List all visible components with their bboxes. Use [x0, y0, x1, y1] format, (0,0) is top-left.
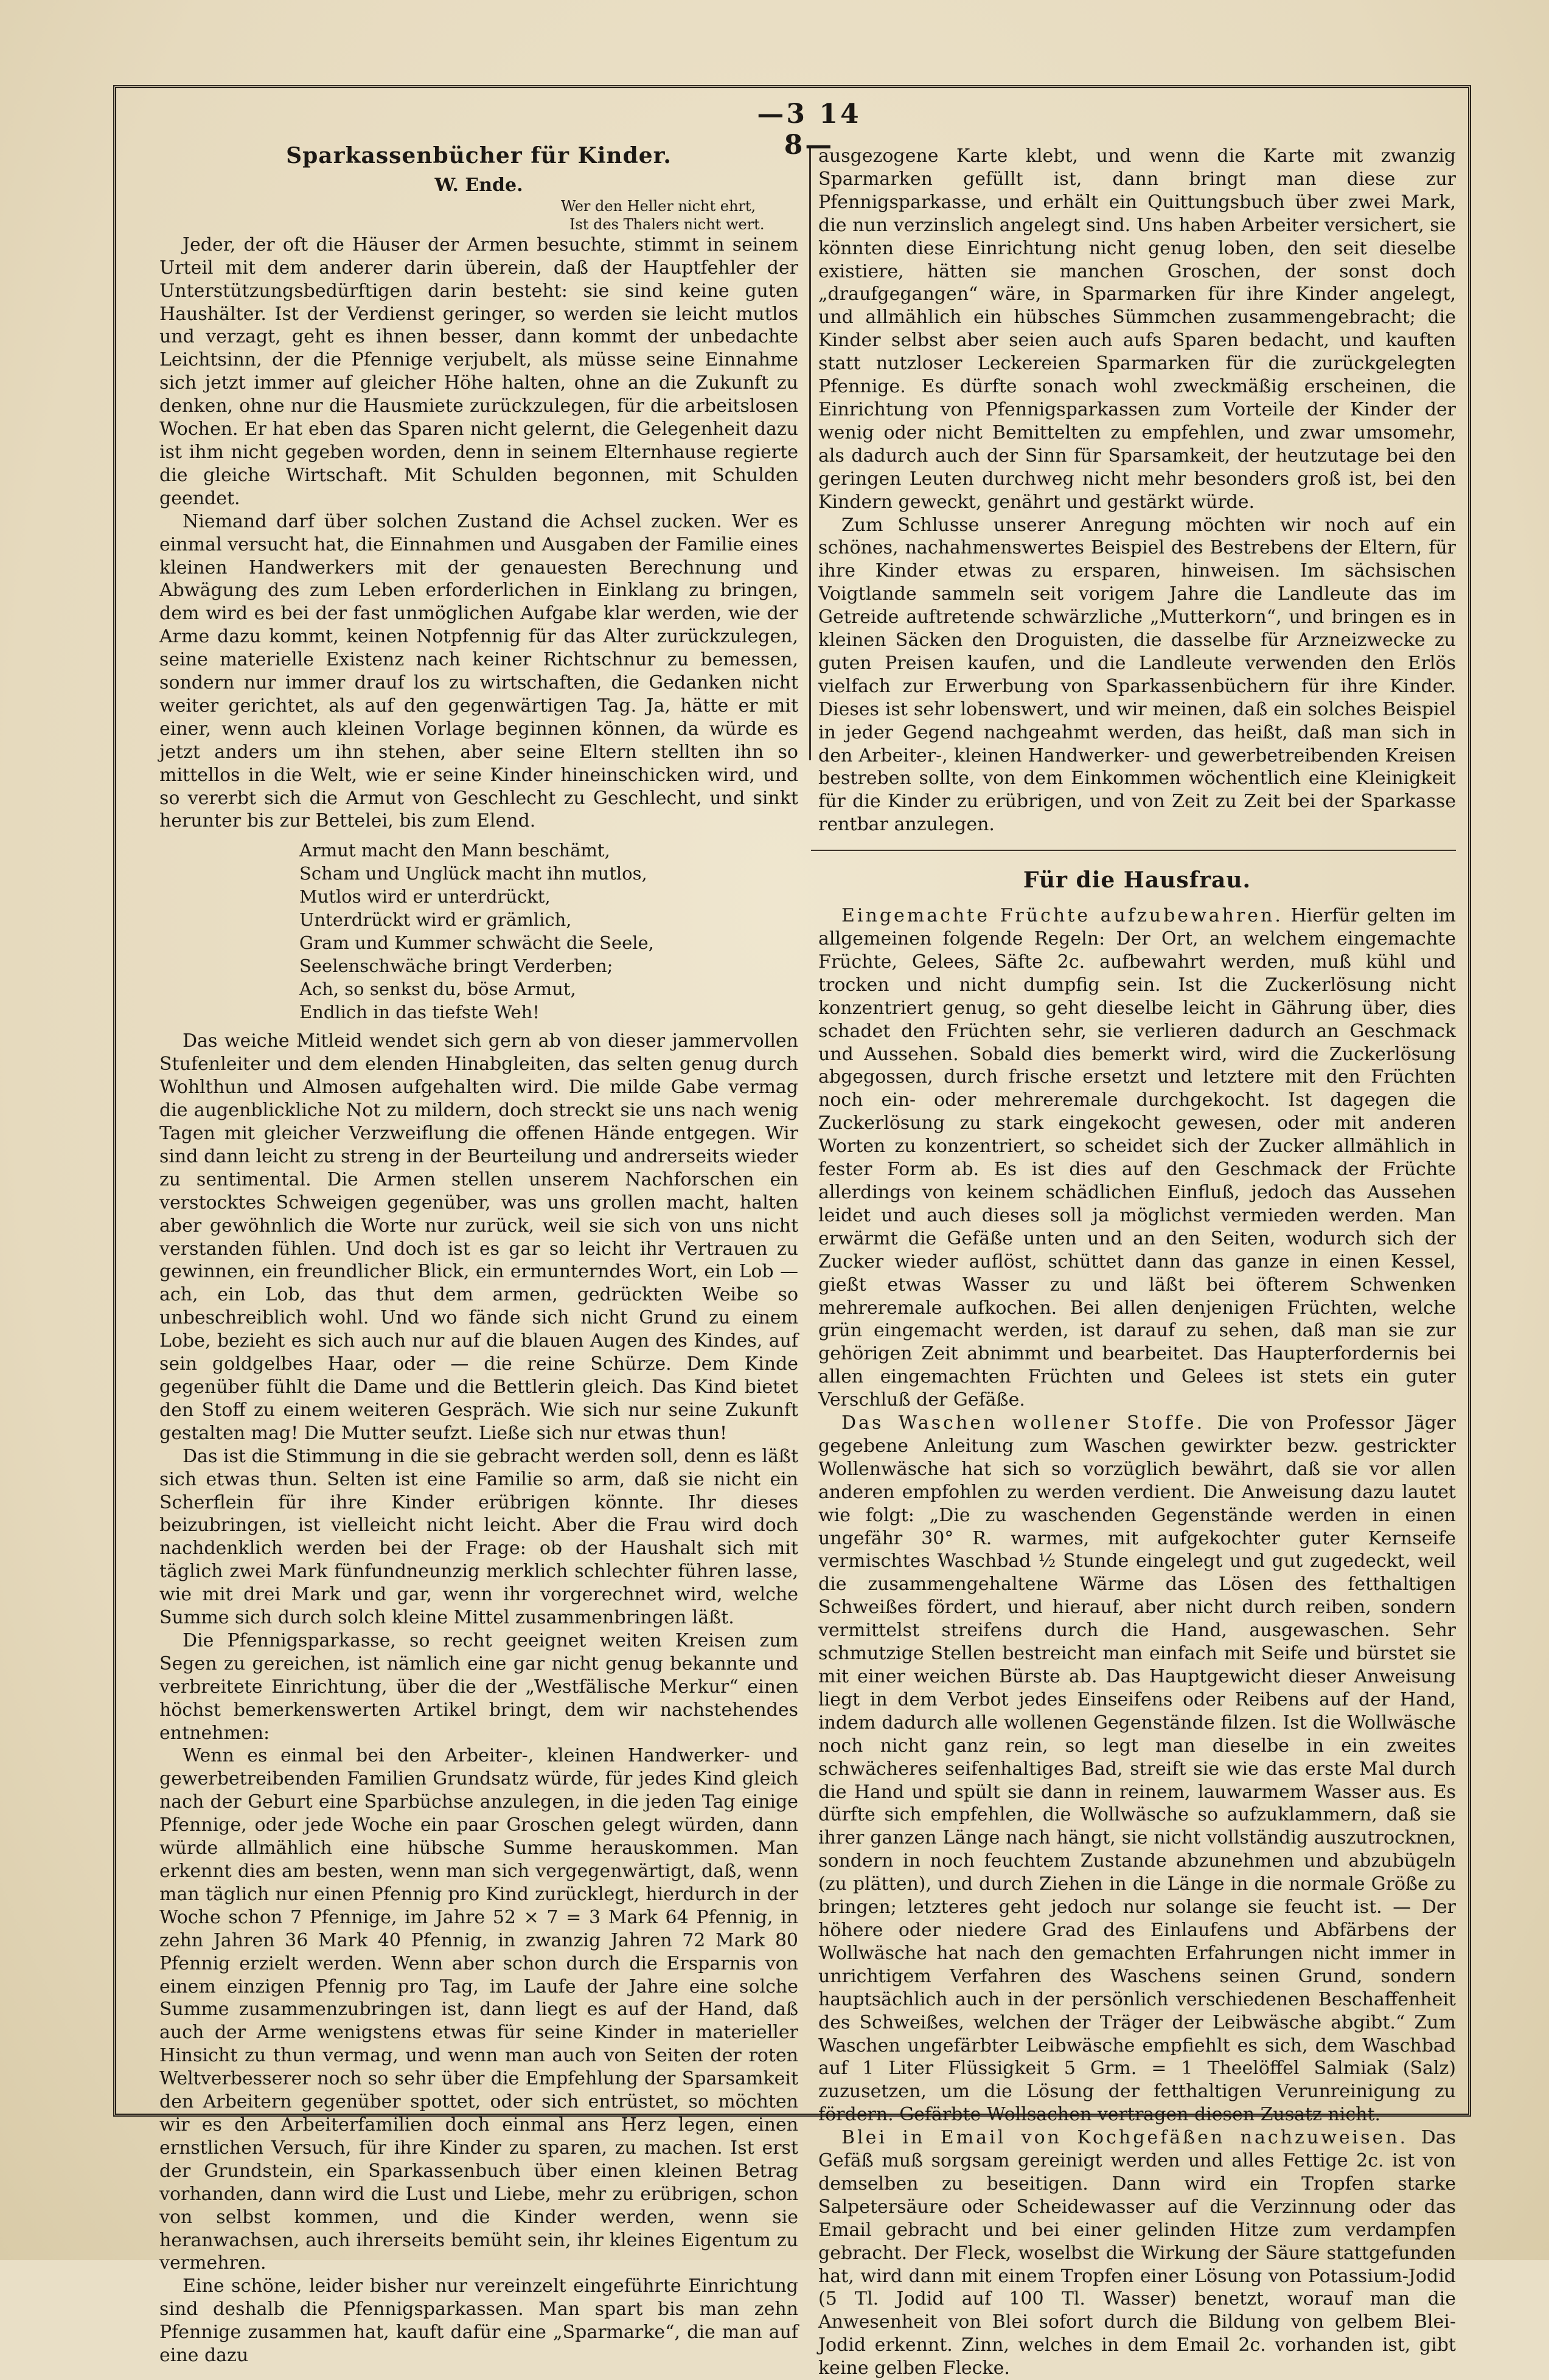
poem-line: Ach, so senkst du, böse Armut, [299, 979, 576, 1000]
poem-line: Seelenschwäche bringt Verderben; [299, 956, 613, 977]
recipe-text: Die von Professor Jäger gegebene Anleitung zum Waschen gewirkter bezw. gestrickter Wollenwäsche hat sich so vorzüglich bewährt, daß sie vor allen anderen empfohlen zu werden verdient. Die Anweisung dazu lautet wie folgt: „Die zu waschenden Gegenstände werden in einen ungefähr 30° R. warmes, mit aufgekochter guter Kernseife vermischtes Waschbad ½ Stunde eingelegt und gut zugedeckt, weil die zusammengehaltene Wärme das Lösen des fetthaltigen Schweißes fördert, und hierauf, aber nicht durch reiben, sondern vermittelst streifens durch die Hand, ausgewaschen. Sehr schmutzige Stellen bestreicht man einfach mit Seife und bürstet sie mit einer weichen Bürste ab. Das Hauptgewicht dieser Anweisung liegt in dem Verbot jedes Einseifens oder Reibens auf der Hand, indem dadurch alle wollenen Gegenstände filzen. Ist die Wollwäsche noch nicht ganz rein, so legt man dieselbe in ein zweites schwächeres seifenhaltiges Bad, streift sie wie das erste Mal durch die Hand und spült sie dann in reinem, lauwarmem Wasser aus. Es dürfte sich empfehlen, die Wollwäsche so aufzuklammern, daß sie ihrer ganzen Länge nach hängt, sie nicht vollständig auszutrocknen, sondern in noch feuchtem Zustande abzunehmen und abzubügeln (zu plätten), und durch Ziehen in die Länge in die normale Größe zu bringen; letzteres geht jedoch nur solange sie feucht ist. — Der höhere oder niedere Grad des Einlaufens und Abfärbens der Wollwäsche hat nach den gemachten Erfahrungen nicht immer in unrichtigem Verfahren des Waschens seinen Grund, sondern hauptsächlich auch in der persönlich verschiedenen Beschaffenheit des Schweißes, welchen der Träger der Leibwäsche abgibt.“ Zum Waschen ungefärbter Leibwäsche empfiehlt es sich, dem Waschbad auf 1 Liter Flüssigkeit 5 Grm. = 1 Theelöffel Salmiak (Salz) zuzusetzen, um die Lösung der fetthaltigen Verunreinigung zu fördern. Gefärbte Wollsachen vertragen diesen Zusatz nicht. [818, 1412, 1456, 2126]
section-divider [811, 850, 1456, 851]
article-title: Sparkassenbücher für Kinder. [286, 143, 672, 168]
recipe-paragraph [818, 2126, 1456, 2380]
paragraph: Zum Schlusse unserer Anregung möchten wir noch auf ein schönes, nachahmenswertes Beispiel des Bestrebens der Eltern, für ihre Kinder etwas zu ersparen, hinweisen. Im sächsischen Voigtlande sammeln seit vorigem Jahre die Landleute das im Getreide auftretende schwärzliche „Mutterkorn“, und bringen es in kleinen Säcken den Droguisten, die dasselbe für Arzneizwecke zu guten Preisen kaufen, und die Landleute verwenden den Erlös vielfach zur Erwerbung von Sparkassenbüchern für ihre Kinder. Dieses ist sehr lobenswert, und wir meinen, daß ein solches Beispiel in jeder Gegend nachgeahmt werden, das heißt, daß man sich in den Arbeiter-, kleinen Handwerker- und gewerbetreibenden Kreisen bestreben sollte, von dem Einkommen wöchentlich eine Kleinigkeit für die Kinder zu erübrigen, und von Zeit zu Zeit bei der Sparkasse rentbar anzulegen. [818, 514, 1456, 836]
recipe-lead: Das Waschen wollener Stoffe. [841, 1412, 1205, 1434]
poem-line: Mutlos wird er unterdrückt, [299, 886, 551, 907]
poem-line: Scham und Unglück macht ihn mutlos, [299, 863, 647, 884]
recipe-text: Hierfür gelten im allgemeinen folgende Regeln: Der Ort, an welchem eingemachte Früchte, Gelees, Säfte 2c. aufbewahrt werden, muß kühl und trocken und nicht dumpfig sein. Ist die Zuckerlösung nicht konzentriert genug, so geht dieselbe leicht in Gährung über, dies schadet den Früchten sehr, sie verlieren dadurch an Geschmack und Aussehen. Sobald dies bemerkt wird, wird die Zuckerlösung abgegossen, durch frische ersetzt und letztere mit den Früchten noch ein- oder mehreremale durchgekocht. Ist dagegen die Zuckerlösung zu stark eingekocht gewesen, oder mit anderen Worten zu konzentriert, so scheidet sich der Zucker allmählich in fester Form ab. Es ist dies auf den Geschmack der Früchte allerdings von keinem schädlichen Einfluß, jedoch das Aussehen leidet und auch dieses soll ja möglichst vermieden werden. Man erwärmt die Gefäße unten und an den Seiten, wodurch sich der Zucker wieder auflöst, schüttet dann das ganze in einen Kessel, gießt etwas Wasser zu und läßt bei öfterem Schwenken mehreremale aufkochen. Bei allen denjenigen Früchten, welche grün eingemacht werden, ist darauf zu sehen, daß man sie zur gehörigen Zeit abnimmt und bearbeitet. Das Haupterfordernis bei allen eingemachten Früchten und Gelees ist stets ein guter Verschluß der Gefäße. [818, 905, 1456, 1411]
recipe-text: Das Gefäß muß sorgsam gereinigt werden und alles Fettige 2c. ist von demselben zu beseitigen. Dann wird ein Tropfen starke Salpetersäure oder Scheidewasser auf die Verzinnung oder das Email gebracht und bei einer gelinden Hitze zum verdampfen gebracht. Der Fleck, woselbst die Wirkung der Säure stattgefunden hat, wird dann mit einem Tropfen einer Lösung von Potassium-Jodid (5 Tl. Jodid auf 100 Tl. Wasser) benetzt, worauf man die Anwesenheit von Blei sofort durch die Bildung von gelbem Blei-Jodid erkennt. Zinn, welches in dem Email 2c. vorhanden ist, gibt keine gelben Flecke. [818, 2127, 1456, 2379]
right-column [818, 145, 1456, 2380]
poem [299, 839, 798, 1024]
left-column [159, 145, 798, 2367]
recipe-lead: Eingemachte Früchte aufzubewahren. [841, 905, 1283, 927]
recipe-lead: Blei in Email von Kochgefäßen nachzuweisen. [841, 2127, 1408, 2149]
column-divider [809, 146, 811, 760]
poem-line: Unterdrückt wird er grämlich, [299, 909, 572, 931]
poem-line: Gram und Kummer schwächt die Seele, [299, 932, 654, 954]
recipe-paragraph [818, 1412, 1456, 2126]
paragraph: Wenn es einmal bei den Arbeiter-, kleinen Handwerker- und gewerbetreibenden Familien Grundsatz würde, für jedes Kind gleich nach der Geburt eine Sparbüchse anzulegen, in die jeden Tag einige Pfennige, oder jede Woche ein paar Groschen gelegt würden, dann würde allmählich eine hübsche Summe herauskommen. Man erkennt dies am besten, wenn man sich vergegenwärtigt, daß, wenn man täglich nur einen Pfennig pro Kind zurücklegt, hierdurch in der Woche schon 7 Pfennige, im Jahre 52 × 7 = 3 Mark 64 Pfennig, in zehn Jahren 36 Mark 40 Pfennig, in zwanzig Jahren 72 Mark 80 Pfennig erzielt werden. Wenn aber schon durch die Ersparnis von einem einzigen Pfennig pro Tag, im Laufe der Jahre eine solche Summe zusammenzubringen ist, dann liegt es auf der Hand, daß auch der Arme wenigstens etwas für seine Kinder in materieller Hinsicht zu thun vermag, und wenn man auch von Seiten der roten Weltverbesserer noch so sehr über die Empfehlung der Sparsamkeit den Arbeitern gegenüber spottet, oder sich entrüstet, so möchten wir es den Arbeiterfamilien doch einmal ans Herz legen, einen ernstlichen Versuch, für ihre Kinder zu sparen, zu machen. Ist erst der Grundstein, ein Sparkassenbuch über einen kleinen Betrag vorhanden, dann wird die Lust und Liebe, mehr zu erübrigen, schon von selbst kommen, und die Kinder werden, wenn sie heranwachsen, auch ihrerseits bemüht sein, ihr kleines Eigentum zu vermehren. [159, 1745, 798, 2274]
paragraph: Die Pfennigsparkasse, so recht geeignet weiten Kreisen zum Segen zu gereichen, ist nämlich eine gar nicht genug bekannte und verbreitete Einrichtung, über die der „Westfälische Merkur“ einen höchst bemerkenswerten Artikel bringt, dem wir nachstehendes entnehmen: [159, 1629, 798, 1744]
page-number: —3 14 8— [757, 99, 862, 161]
paragraph: Eine schöne, leider bisher nur vereinzelt eingeführte Einrichtung sind deshalb die Pfennigsparkassen. Man spart bis man zehn Pfennige zusammen hat, kauft dafür eine „Sparmarke“, die man auf eine dazu [159, 2275, 798, 2367]
poem-line: Armut macht den Mann beschämt, [299, 840, 610, 861]
paragraph: Das ist die Stimmung in die sie gebracht werden soll, denn es läßt sich etwas thun. Selten ist eine Familie so arm, daß sie nicht ein Scherflein für ihre Kinder erübrigen könnte. Ihr dieses beizubringen, ist vielleicht nicht leicht. Aber die Frau wird doch nachdenklich werden bei der Frage: ob der Haushalt sich mit täglich zwei Mark fünfundneunzig merklich schlechter führen lasse, wie mit drei Mark und gar, wenn ihr vorgerechnet wird, welche Summe sich durch solch kleine Mittel zusammenbringen läßt. [159, 1445, 798, 1629]
section-title: Für die Hausfrau. [1023, 867, 1251, 893]
paragraph: Das weiche Mitleid wendet sich gern ab von dieser jammervollen Stufenleiter und dem elenden Hinabgleiten, das selten genug durch Wohlthun und Almosen aufgehalten wird. Die milde Gabe vermag die augenblickliche Not zu mildern, doch streckt sie uns nach wenig Tagen mit gleicher Verzweiflung die offenen Hände entgegen. Wir sind dann leicht zu streng in der Beurteilung und andrerseits wieder zu sentimental. Die Armen stellen unserem Nachforschen ein verstocktes Schweigen gegenüber, was uns grollen macht, halten aber gewöhnlich die Worte nur zurück, weil sie sich von uns nicht verstanden fühlen. Und doch ist es gar so leicht ihr Vertrauen zu gewinnen, ein freundlicher Blick, ein ermunterndes Wort, ein Lob — ach, ein Lob, das thut dem armen, gedrückten Weibe so unbeschreiblich wohl. Und wo fände sich nicht Grund zu einem Lobe, bezieht es sich auch nur auf die blauen Augen des Kindes, auf sein goldgelbes Haar, oder — die reine Schürze. Dem Kinde gegenüber fühlt die Dame und die Bettlerin gleich. Das Kind bietet den Stoff zu einem weiteren Gespräch. Wie sich nur seine Zukunft gestalten mag! Die Mutter seufzt. Ließe sich nur etwas thun! [159, 1030, 798, 1444]
article-motto [561, 197, 798, 234]
paragraph: Jeder, der oft die Häuser der Armen besuchte, stimmt in seinem Urteil mit dem anderer darin überein, daß der Hauptfehler der Unterstützungsbedürftigen darin besteht: sie sind keine guten Haushälter. Ist der Verdienst geringer, so werden sie leicht mutlos und verzagt, geht es ihnen besser, dann kommt der unbedachte Leichtsinn, der die Pfennige verjubelt, als müsse seine Einnahme sich jetzt immer auf gleicher Höhe halten, ohne an die Zukunft zu denken, ohne nur die Hausmiete zurückzulegen, für die arbeitslosen Wochen. Er hat eben das Sparen nicht gelernt, die Gelegenheit dazu ist ihm nicht gegeben worden, denn in seinem Elternhause regierte die gleiche Wirtschaft. Mit Schulden begonnen, mit Schulden geendet. [159, 234, 798, 509]
poem-line: Endlich in das tiefste Weh! [299, 1002, 540, 1023]
paragraph-continued: ausgezogene Karte klebt, und wenn die Karte mit zwanzig Sparmarken gefüllt ist, dann bringt man diese zur Pfennigsparkasse, und erhält ein Quittungsbuch über zwei Mark, die nun verzinslich angelegt sind. Uns haben Arbeiter versichert, sie könnten diese Einrichtung nicht genug loben, den seit dieselbe existiere, hätten sie manchen Groschen, der sonst doch „draufgegangen“ wäre, in Sparmarken für ihre Kinder angelegt, und allmählich ein hübsches Sümmchen zusammengebracht; die Kinder selbst aber seien auch aufs Sparen bedacht, und kauften statt nutzloser Leckereien Sparmarken für die zurückgelegten Pfennige. Es dürfte sonach wohl zweckmäßig erscheinen, die Einrichtung von Pfennigsparkassen zum Vorteile der Kinder der wenig oder nicht Bemittelten zu empfehlen, und zwar umsomehr, als dadurch auch der Sinn für Sparsamkeit, der heutzutage bei den geringen Leuten durchweg nicht mehr besonders groß ist, bei den Kindern geweckt, genährt und gestärkt würde. [818, 145, 1456, 513]
motto-line: Wer den Heller nicht ehrt, [561, 197, 756, 215]
recipe-paragraph [818, 904, 1456, 1412]
motto-line: Ist des Thalers nicht wert. [569, 215, 765, 233]
article-author: W. Ende. [434, 174, 523, 196]
paragraph: Niemand darf über solchen Zustand die Achsel zucken. Wer es einmal versucht hat, die Einnahmen und Ausgaben der Familie eines kleinen Handwerkers mit der genauesten Berechnung und Abwägung des zum Leben erforderlichen in Einklang zu bringen, dem wird es bei der fast unmöglichen Aufgabe klar werden, wie der Arme dazu kommt, keinen Notpfennig für das Alter zurückzulegen, seine materielle Existenz nach keiner Richtschnur zu bemessen, sondern nur immer drauf los zu wirtschaften, die Gedanken nicht weiter gerichtet, als auf den gegenwärtigen Tag. Ja, hätte er mit einer, wenn auch kleinen Vorlage beginnen können, da würde es jetzt anders um ihn stehen, aber seine Eltern stellten ihn so mittellos in die Welt, wie er seine Kinder hineinschicken wird, und so vererbt sich die Armut von Geschlecht zu Geschlecht, und sinkt herunter bis zur Bettelei, bis zum Elend. [159, 510, 798, 832]
